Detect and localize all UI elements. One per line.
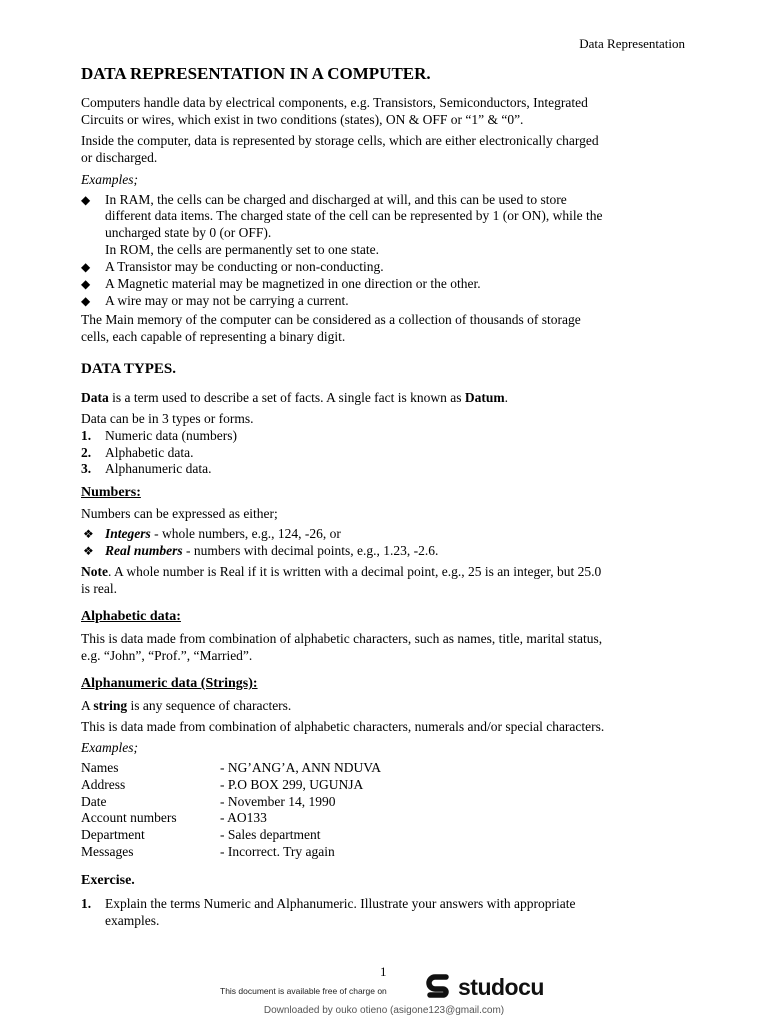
star-bullet-icon: ❖ xyxy=(83,544,94,558)
bullet-text: different data items. The charged state of the cell can be represented by 1 (or ON), while the xyxy=(105,208,603,223)
bullet-text: A wire may or may not be carrying a current. xyxy=(105,293,349,308)
star-bullet-icon: ❖ xyxy=(83,527,94,541)
exercise-line1: Explain the terms Numeric and Alphanumeric. Illustrate your answers with appropriate xyxy=(105,896,576,911)
exercise-heading: Exercise. xyxy=(81,873,135,888)
intro-p3-line2: cells, each capable of representing a binary digit. xyxy=(81,329,346,344)
running-header: Data Representation xyxy=(579,36,685,51)
bullet-text: uncharged state by 0 (or OFF). xyxy=(105,225,272,240)
alphabetic-line1: This is data made from combination of alphabetic characters, such as names, title, marital status, xyxy=(81,631,603,646)
alphanumeric-heading: Alphanumeric data (Strings): xyxy=(81,676,258,691)
studocu-logo[interactable] xyxy=(424,972,544,1002)
bullet-text: A Transistor may be conducting or non-conducting. xyxy=(105,259,384,274)
data-definition: Data is a term used to describe a set of facts. A single fact is known as Datum. xyxy=(81,390,509,405)
example-label: Messages xyxy=(81,844,134,859)
intro-p2-line2: or discharged. xyxy=(81,150,158,165)
exercise-line2: examples. xyxy=(105,913,160,928)
real-numbers-item: Real numbers - numbers with decimal points, e.g., 1.23, -2.6. xyxy=(105,543,439,558)
example-value: - NG’ANG’A, ANN NDUVA xyxy=(220,760,381,775)
alphanumeric-line2: This is data made from combination of alphabetic characters, numerals and/or special characters. xyxy=(81,719,605,734)
bullet-text: In RAM, the cells can be charged and discharged at will, and this can be used to store xyxy=(105,192,567,207)
list-item: Numeric data (numbers) xyxy=(105,428,237,443)
integers-item: Integers - whole numbers, e.g., 124, -26, or xyxy=(105,526,341,541)
list-number: 3. xyxy=(81,461,92,476)
studocu-icon xyxy=(424,972,454,1002)
list-item: Alphabetic data. xyxy=(105,445,194,460)
numbers-heading: Numbers: xyxy=(81,485,141,500)
page-number: 1 xyxy=(380,964,387,979)
examples-label: Examples; xyxy=(81,172,138,187)
note-line2: is real. xyxy=(81,581,117,596)
availability-note: This document is available free of charge on xyxy=(220,986,387,996)
data-forms-intro: Data can be in 3 types or forms. xyxy=(81,411,254,426)
note-line1: Note. A whole number is Real if it is written with a decimal point, e.g., 25 is an integer, but 25.0 xyxy=(81,564,602,579)
list-number: 2. xyxy=(81,445,92,460)
intro-p3-line1: The Main memory of the computer can be considered as a collection of thousands of storage xyxy=(81,312,581,327)
string-definition: A string is any sequence of characters. xyxy=(81,698,292,713)
intro-p1-line2: Circuits or wires, which exist in two conditions (states), ON & OFF or “1” & “0”. xyxy=(81,112,524,127)
example-label: Date xyxy=(81,794,107,809)
bullet-text: A Magnetic material may be magnetized in one direction or the other. xyxy=(105,276,481,291)
diamond-bullet-icon: ◆ xyxy=(81,260,91,274)
diamond-bullet-icon: ◆ xyxy=(81,294,91,308)
example-label: Address xyxy=(81,777,126,792)
diamond-bullet-icon: ◆ xyxy=(81,277,91,291)
page-title: DATA REPRESENTATION IN A COMPUTER. xyxy=(81,64,431,83)
list-number: 1. xyxy=(81,428,92,443)
data-types-heading: DATA TYPES. xyxy=(81,361,177,377)
alphabetic-line2: e.g. “John”, “Prof.”, “Married”. xyxy=(81,648,253,663)
numbers-intro: Numbers can be expressed as either; xyxy=(81,506,278,521)
examples-label: Examples; xyxy=(81,740,138,755)
example-label: Names xyxy=(81,760,119,775)
studocu-wordmark: studocu xyxy=(458,973,544,1000)
diamond-bullet-icon: ◆ xyxy=(81,193,91,207)
download-attribution: Downloaded by ouko otieno (asigone123@gmail.com) xyxy=(263,1005,505,1016)
example-value: - P.O BOX 299, UGUNJA xyxy=(220,777,364,792)
intro-p2-line1: Inside the computer, data is represented by storage cells, which are either electronically charged xyxy=(81,133,599,148)
list-number: 1. xyxy=(81,896,92,911)
example-value: - Incorrect. Try again xyxy=(220,844,335,859)
example-value: - AO133 xyxy=(220,810,267,825)
intro-p1-line1: Computers handle data by electrical components, e.g. Transistors, Semiconductors, Integrated xyxy=(81,95,588,110)
example-value: - November 14, 1990 xyxy=(220,794,336,809)
example-label: Account numbers xyxy=(81,810,177,825)
alphabetic-heading: Alphabetic data: xyxy=(81,609,181,624)
example-label: Department xyxy=(81,827,145,842)
bullet-text: In ROM, the cells are permanently set to one state. xyxy=(105,242,380,257)
example-value: - Sales department xyxy=(220,827,321,842)
list-item: Alphanumeric data. xyxy=(105,461,212,476)
